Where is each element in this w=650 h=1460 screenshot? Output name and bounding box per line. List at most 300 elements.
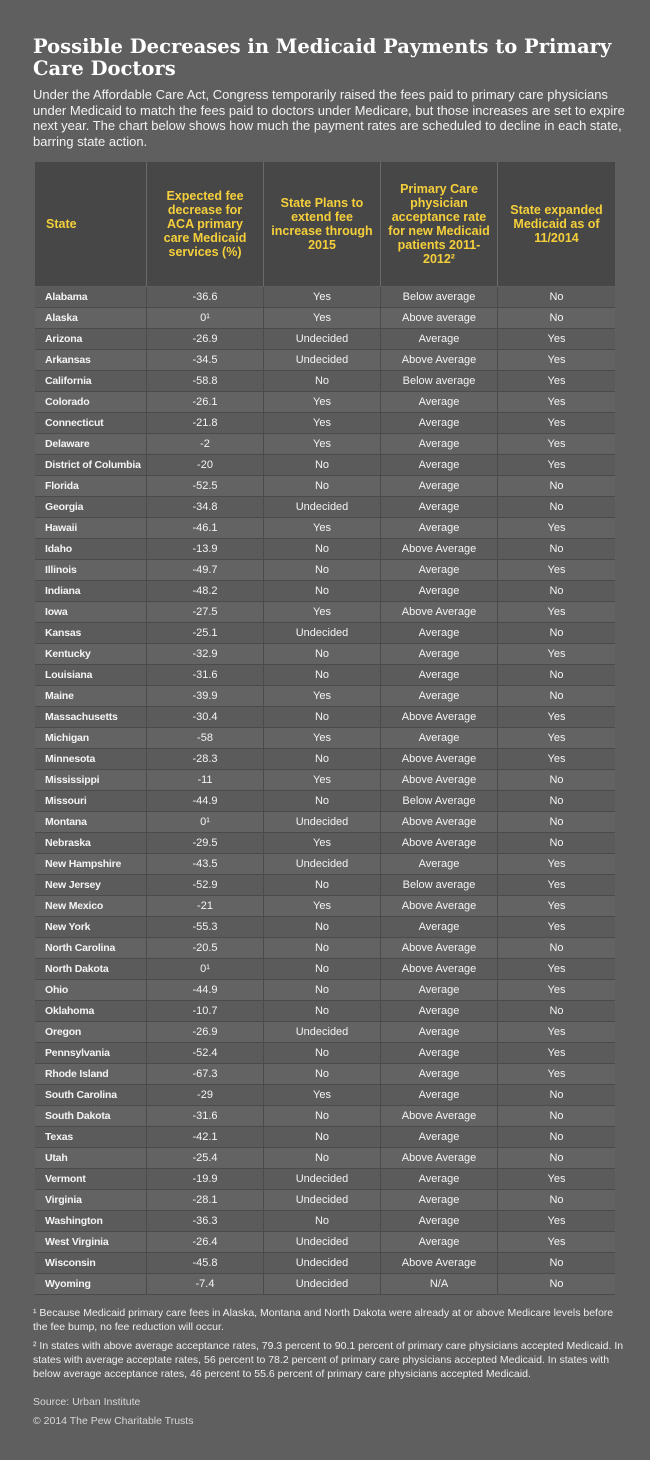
table-row <box>35 287 615 308</box>
table-row <box>35 896 615 917</box>
state-cell: Minnesota <box>35 749 147 769</box>
state-cell: Washington <box>35 1211 147 1231</box>
expanded-cell: No <box>549 480 564 492</box>
table-row <box>35 959 615 980</box>
acceptance-rate-cell: Average <box>381 980 498 1000</box>
acceptance-rate-cell: Above Average <box>381 1106 498 1126</box>
state-plan-cell: Yes <box>264 602 381 622</box>
acceptance-rate-cell: Average <box>381 329 498 349</box>
state-plan-cell: No <box>264 539 381 559</box>
table-body <box>35 287 615 1295</box>
acceptance-rate-cell: Average <box>381 1232 498 1252</box>
acceptance-rate-cell: Average <box>381 665 498 685</box>
expanded-cell: No <box>549 1131 564 1143</box>
state-cell: Hawaii <box>35 518 147 538</box>
expanded-cell: Yes <box>547 522 566 534</box>
fee-decrease-cell: -26.4 <box>147 1232 264 1252</box>
table-row <box>35 854 615 875</box>
expanded-cell: No <box>549 1257 564 1269</box>
header-acceptance-rate: Primary Care physician acceptance rate for new Medicaid patients 2011-2012² <box>381 162 498 286</box>
expanded-cell: Yes <box>547 333 566 345</box>
table-row <box>35 371 615 392</box>
state-cell: Missouri <box>35 791 147 811</box>
expanded-cell: No <box>549 291 564 303</box>
fee-decrease-cell: -10.7 <box>147 1001 264 1021</box>
state-cell: Louisiana <box>35 665 147 685</box>
expanded-cell: Yes <box>547 1236 566 1248</box>
state-cell: Rhode Island <box>35 1064 147 1084</box>
intro-text: Under the Affordable Care Act, Congress temporarily raised the fees paid to primary care physicians under Medicaid to match the fees paid to doctors under Medicare, but those increases are set to expire next year. The chart below shows how much the payment rates are scheduled to decline in each state, barring state action. <box>33 87 625 149</box>
state-cell: Indiana <box>35 581 147 601</box>
state-plan-cell: No <box>264 1001 381 1021</box>
fee-decrease-cell: 0¹ <box>147 959 264 979</box>
fee-decrease-cell: -32.9 <box>147 644 264 664</box>
state-plan-cell: No <box>264 791 381 811</box>
state-plan-cell: No <box>264 749 381 769</box>
state-cell: Ohio <box>35 980 147 1000</box>
fee-decrease-cell: -58 <box>147 728 264 748</box>
expanded-cell: Yes <box>547 900 566 912</box>
fee-decrease-cell: -52.9 <box>147 875 264 895</box>
state-plan-cell: No <box>264 644 381 664</box>
state-plan-cell: Undecided <box>264 854 381 874</box>
table-row <box>35 644 615 665</box>
state-cell: South Dakota <box>35 1106 147 1126</box>
state-cell: South Carolina <box>35 1085 147 1105</box>
fee-decrease-cell: -42.1 <box>147 1127 264 1147</box>
table-row <box>35 1169 615 1190</box>
table-row <box>35 560 615 581</box>
fee-decrease-cell: -48.2 <box>147 581 264 601</box>
state-cell: North Dakota <box>35 959 147 979</box>
table-row <box>35 476 615 497</box>
expanded-cell: Yes <box>547 879 566 891</box>
state-plan-cell: No <box>264 917 381 937</box>
acceptance-rate-cell: N/A <box>381 1274 498 1294</box>
table-row <box>35 728 615 749</box>
state-cell: Iowa <box>35 602 147 622</box>
table-row <box>35 539 615 560</box>
fee-decrease-cell: -49.7 <box>147 560 264 580</box>
state-plan-cell: Undecided <box>264 1253 381 1273</box>
acceptance-rate-cell: Below Average <box>381 791 498 811</box>
acceptance-rate-cell: Above Average <box>381 938 498 958</box>
footnote-2: ² In states with above average acceptance rates, 79.3 percent to 90.1 percent of primary care physicians accepted Medicaid. In states with average acceptate rates, 56 percent to 78.2 percent of primary care physicians accepted Medicaid. In states with below average acceptance rates, 46 percent to 55.6 percent of primary care physicians accepted Medicaid. <box>33 1340 624 1380</box>
fee-decrease-cell: -25.4 <box>147 1148 264 1168</box>
table-row <box>35 770 615 791</box>
state-cell: Delaware <box>35 434 147 454</box>
fee-decrease-cell: -29 <box>147 1085 264 1105</box>
fee-decrease-cell: -30.4 <box>147 707 264 727</box>
state-cell: California <box>35 371 147 391</box>
state-cell: Utah <box>35 1148 147 1168</box>
acceptance-rate-cell: Below average <box>381 287 498 307</box>
fee-decrease-cell: -19.9 <box>147 1169 264 1189</box>
fee-decrease-cell: -43.5 <box>147 854 264 874</box>
fee-decrease-cell: -21 <box>147 896 264 916</box>
acceptance-rate-cell: Average <box>381 455 498 475</box>
expanded-cell: Yes <box>547 1026 566 1038</box>
state-cell: Wisconsin <box>35 1253 147 1273</box>
table-row <box>35 518 615 539</box>
acceptance-rate-cell: Average <box>381 581 498 601</box>
expanded-cell: Yes <box>547 438 566 450</box>
acceptance-rate-cell: Average <box>381 1127 498 1147</box>
fee-decrease-cell: -11 <box>147 770 264 790</box>
state-plan-cell: No <box>264 560 381 580</box>
state-plan-cell: Yes <box>264 770 381 790</box>
state-cell: Arizona <box>35 329 147 349</box>
state-plan-cell: No <box>264 665 381 685</box>
acceptance-rate-cell: Average <box>381 1064 498 1084</box>
acceptance-rate-cell: Average <box>381 413 498 433</box>
acceptance-rate-cell: Above Average <box>381 833 498 853</box>
expanded-cell: Yes <box>547 648 566 660</box>
acceptance-rate-cell: Average <box>381 917 498 937</box>
acceptance-rate-cell: Average <box>381 497 498 517</box>
state-plan-cell: No <box>264 476 381 496</box>
header-state-plans: State Plans to extend fee increase through 2015 <box>264 162 381 286</box>
acceptance-rate-cell: Average <box>381 1190 498 1210</box>
table-row <box>35 1022 615 1043</box>
expanded-cell: Yes <box>547 753 566 765</box>
expanded-cell: No <box>549 312 564 324</box>
table-row <box>35 833 615 854</box>
fee-decrease-cell: -31.6 <box>147 1106 264 1126</box>
expanded-cell: Yes <box>547 1173 566 1185</box>
state-plan-cell: No <box>264 581 381 601</box>
expanded-cell: Yes <box>547 417 566 429</box>
state-plan-cell: Yes <box>264 287 381 307</box>
expanded-cell: Yes <box>547 732 566 744</box>
acceptance-rate-cell: Average <box>381 1043 498 1063</box>
expanded-cell: Yes <box>547 396 566 408</box>
state-plan-cell: Undecided <box>264 1190 381 1210</box>
fee-decrease-cell: -67.3 <box>147 1064 264 1084</box>
state-plan-cell: Undecided <box>264 1232 381 1252</box>
table-row <box>35 434 615 455</box>
table-row <box>35 329 615 350</box>
acceptance-rate-cell: Average <box>381 728 498 748</box>
acceptance-rate-cell: Above Average <box>381 602 498 622</box>
table-row <box>35 1001 615 1022</box>
acceptance-rate-cell: Below average <box>381 371 498 391</box>
state-plan-cell: Yes <box>264 413 381 433</box>
table-row <box>35 350 615 371</box>
state-plan-cell: Yes <box>264 833 381 853</box>
state-cell: Oklahoma <box>35 1001 147 1021</box>
state-cell: Oregon <box>35 1022 147 1042</box>
state-cell: Kentucky <box>35 644 147 664</box>
state-cell: Alabama <box>35 287 147 307</box>
table-row <box>35 1190 615 1211</box>
state-plan-cell: Undecided <box>264 1022 381 1042</box>
acceptance-rate-cell: Average <box>381 560 498 580</box>
acceptance-rate-cell: Average <box>381 686 498 706</box>
state-plan-cell: Yes <box>264 434 381 454</box>
acceptance-rate-cell: Average <box>381 1022 498 1042</box>
expanded-cell: Yes <box>547 921 566 933</box>
fee-decrease-cell: -7.4 <box>147 1274 264 1294</box>
expanded-cell: Yes <box>547 375 566 387</box>
acceptance-rate-cell: Average <box>381 518 498 538</box>
state-cell: Texas <box>35 1127 147 1147</box>
footnotes <box>33 1306 625 1386</box>
state-cell: New Jersey <box>35 875 147 895</box>
fee-decrease-cell: -20.5 <box>147 938 264 958</box>
state-cell: Maine <box>35 686 147 706</box>
state-cell: Vermont <box>35 1169 147 1189</box>
expanded-cell: No <box>549 1110 564 1122</box>
acceptance-rate-cell: Above Average <box>381 896 498 916</box>
table-row <box>35 1274 615 1295</box>
fee-decrease-cell: -36.6 <box>147 287 264 307</box>
acceptance-rate-cell: Average <box>381 434 498 454</box>
source-note: Source: Urban Institute <box>33 1396 141 1408</box>
table-row <box>35 875 615 896</box>
fee-decrease-cell: -58.8 <box>147 371 264 391</box>
acceptance-rate-cell: Average <box>381 1001 498 1021</box>
acceptance-rate-cell: Above Average <box>381 539 498 559</box>
table-row <box>35 791 615 812</box>
state-cell: Wyoming <box>35 1274 147 1294</box>
expanded-cell: Yes <box>547 858 566 870</box>
table-row <box>35 497 615 518</box>
acceptance-rate-cell: Above Average <box>381 1253 498 1273</box>
state-cell: West Virginia <box>35 1232 147 1252</box>
acceptance-rate-cell: Average <box>381 476 498 496</box>
expanded-cell: No <box>549 1089 564 1101</box>
fee-decrease-cell: -27.5 <box>147 602 264 622</box>
state-plan-cell: No <box>264 1127 381 1147</box>
state-cell: Michigan <box>35 728 147 748</box>
state-plan-cell: Yes <box>264 518 381 538</box>
fee-decrease-cell: -21.8 <box>147 413 264 433</box>
state-cell: Connecticut <box>35 413 147 433</box>
header-expanded-medicaid: State expanded Medicaid as of 11/2014 <box>510 203 603 245</box>
fee-decrease-cell: -26.9 <box>147 1022 264 1042</box>
table-row <box>35 308 615 329</box>
table-row <box>35 980 615 1001</box>
state-cell: Kansas <box>35 623 147 643</box>
state-cell: Mississippi <box>35 770 147 790</box>
state-cell: New Hampshire <box>35 854 147 874</box>
expanded-cell: No <box>549 837 564 849</box>
state-plan-cell: No <box>264 1106 381 1126</box>
state-plan-cell: Undecided <box>264 1169 381 1189</box>
expanded-cell: Yes <box>547 963 566 975</box>
expanded-cell: Yes <box>547 1068 566 1080</box>
state-cell: Florida <box>35 476 147 496</box>
fee-decrease-cell: -31.6 <box>147 665 264 685</box>
state-plan-cell: No <box>264 1064 381 1084</box>
state-plan-cell: Undecided <box>264 1274 381 1294</box>
acceptance-rate-cell: Below average <box>381 875 498 895</box>
expanded-cell: No <box>549 942 564 954</box>
header-state: State <box>35 162 147 286</box>
state-cell: Alaska <box>35 308 147 328</box>
expanded-cell: No <box>549 585 564 597</box>
acceptance-rate-cell: Average <box>381 623 498 643</box>
state-plan-cell: Yes <box>264 728 381 748</box>
table-row <box>35 1064 615 1085</box>
fee-decrease-cell: -52.5 <box>147 476 264 496</box>
state-plan-cell: No <box>264 455 381 475</box>
expanded-cell: No <box>549 627 564 639</box>
expanded-cell: No <box>549 1194 564 1206</box>
expanded-cell: Yes <box>547 1047 566 1059</box>
fee-decrease-cell: -2 <box>147 434 264 454</box>
fee-decrease-cell: -44.9 <box>147 980 264 1000</box>
acceptance-rate-cell: Average <box>381 1211 498 1231</box>
expanded-cell: No <box>549 1152 564 1164</box>
state-plan-cell: Yes <box>264 308 381 328</box>
state-plan-cell: No <box>264 980 381 1000</box>
table-row <box>35 602 615 623</box>
expanded-cell: Yes <box>547 606 566 618</box>
state-plan-cell: No <box>264 875 381 895</box>
expanded-cell: No <box>549 1005 564 1017</box>
table-row <box>35 1211 615 1232</box>
acceptance-rate-cell: Above Average <box>381 1148 498 1168</box>
fee-decrease-cell: -26.1 <box>147 392 264 412</box>
acceptance-rate-cell: Average <box>381 1085 498 1105</box>
state-plan-cell: No <box>264 1148 381 1168</box>
state-plan-cell: No <box>264 707 381 727</box>
fee-decrease-cell: -34.8 <box>147 497 264 517</box>
state-cell: New Mexico <box>35 896 147 916</box>
expanded-cell: No <box>549 669 564 681</box>
acceptance-rate-cell: Above Average <box>381 770 498 790</box>
expanded-cell: Yes <box>547 459 566 471</box>
fee-decrease-cell: -25.1 <box>147 623 264 643</box>
table-row <box>35 455 615 476</box>
state-cell: Georgia <box>35 497 147 517</box>
table-row <box>35 1085 615 1106</box>
expanded-cell: Yes <box>547 711 566 723</box>
expanded-cell: No <box>549 543 564 555</box>
expanded-cell: Yes <box>547 564 566 576</box>
expanded-cell: No <box>549 774 564 786</box>
acceptance-rate-cell: Above Average <box>381 959 498 979</box>
state-plan-cell: No <box>264 959 381 979</box>
table-row <box>35 1148 615 1169</box>
fee-decrease-cell: -44.9 <box>147 791 264 811</box>
state-cell: Virginia <box>35 1190 147 1210</box>
table-header <box>35 162 615 286</box>
fee-decrease-cell: -28.1 <box>147 1190 264 1210</box>
table-row <box>35 1043 615 1064</box>
table-row <box>35 392 615 413</box>
state-plan-cell: No <box>264 938 381 958</box>
state-plan-cell: No <box>264 1211 381 1231</box>
state-plan-cell: Yes <box>264 896 381 916</box>
copyright-note: © 2014 The Pew Charitable Trusts <box>33 1415 194 1427</box>
table-row <box>35 812 615 833</box>
table-row <box>35 1232 615 1253</box>
acceptance-rate-cell: Average <box>381 854 498 874</box>
table-row <box>35 1127 615 1148</box>
state-plan-cell: Yes <box>264 392 381 412</box>
table-row <box>35 413 615 434</box>
fee-decrease-cell: -46.1 <box>147 518 264 538</box>
state-cell: Massachusetts <box>35 707 147 727</box>
state-cell: District of Columbia <box>35 455 147 475</box>
fee-decrease-cell: 0¹ <box>147 812 264 832</box>
acceptance-rate-cell: Above Average <box>381 749 498 769</box>
fee-decrease-cell: -45.8 <box>147 1253 264 1273</box>
expanded-cell: Yes <box>547 1215 566 1227</box>
table-row <box>35 917 615 938</box>
state-cell: Nebraska <box>35 833 147 853</box>
acceptance-rate-cell: Average <box>381 1169 498 1189</box>
state-plan-cell: No <box>264 371 381 391</box>
fee-decrease-cell: -52.4 <box>147 1043 264 1063</box>
state-plan-cell: Undecided <box>264 623 381 643</box>
state-plan-cell: No <box>264 1043 381 1063</box>
acceptance-rate-cell: Average <box>381 644 498 664</box>
fee-decrease-cell: -39.9 <box>147 686 264 706</box>
table-row <box>35 686 615 707</box>
state-plan-cell: Yes <box>264 1085 381 1105</box>
state-cell: Illinois <box>35 560 147 580</box>
state-cell: New York <box>35 917 147 937</box>
state-cell: Arkansas <box>35 350 147 370</box>
table-row <box>35 1253 615 1274</box>
state-cell: Montana <box>35 812 147 832</box>
expanded-cell: Yes <box>547 984 566 996</box>
expanded-cell: No <box>549 795 564 807</box>
state-cell: Pennsylvania <box>35 1043 147 1063</box>
header-fee-decrease: Expected fee decrease for ACA primary care Medicaid services (%) <box>147 162 264 286</box>
state-plan-cell: Undecided <box>264 497 381 517</box>
fee-decrease-cell: -26.9 <box>147 329 264 349</box>
chart-title: Possible Decreases in Medicaid Payments to Primary Care Doctors <box>33 35 612 80</box>
expanded-cell: Yes <box>547 354 566 366</box>
fee-decrease-cell: 0¹ <box>147 308 264 328</box>
fee-decrease-cell: -55.3 <box>147 917 264 937</box>
table-row <box>35 581 615 602</box>
acceptance-rate-cell: Above Average <box>381 812 498 832</box>
acceptance-rate-cell: Above Average <box>381 707 498 727</box>
expanded-cell: No <box>549 690 564 702</box>
table-row <box>35 749 615 770</box>
table-row <box>35 1106 615 1127</box>
state-plan-cell: Yes <box>264 686 381 706</box>
acceptance-rate-cell: Average <box>381 392 498 412</box>
table-row <box>35 623 615 644</box>
footnote-1: ¹ Because Medicaid primary care fees in Alaska, Montana and North Dakota were already at or above Medicare levels before the fee bump, no fee reduction will occur. <box>33 1307 614 1333</box>
state-plan-cell: Undecided <box>264 812 381 832</box>
state-plan-cell: Undecided <box>264 350 381 370</box>
expanded-cell: No <box>549 1278 564 1290</box>
table-row <box>35 938 615 959</box>
fee-decrease-cell: -36.3 <box>147 1211 264 1231</box>
acceptance-rate-cell: Above average <box>381 308 498 328</box>
expanded-cell: No <box>549 816 564 828</box>
fee-decrease-cell: -34.5 <box>147 350 264 370</box>
acceptance-rate-cell: Above Average <box>381 350 498 370</box>
state-cell: Idaho <box>35 539 147 559</box>
fee-decrease-cell: -28.3 <box>147 749 264 769</box>
table-row <box>35 665 615 686</box>
state-cell: Colorado <box>35 392 147 412</box>
expanded-cell: No <box>549 501 564 513</box>
state-cell: North Carolina <box>35 938 147 958</box>
table-row <box>35 707 615 728</box>
fee-decrease-cell: -20 <box>147 455 264 475</box>
state-plan-cell: Undecided <box>264 329 381 349</box>
